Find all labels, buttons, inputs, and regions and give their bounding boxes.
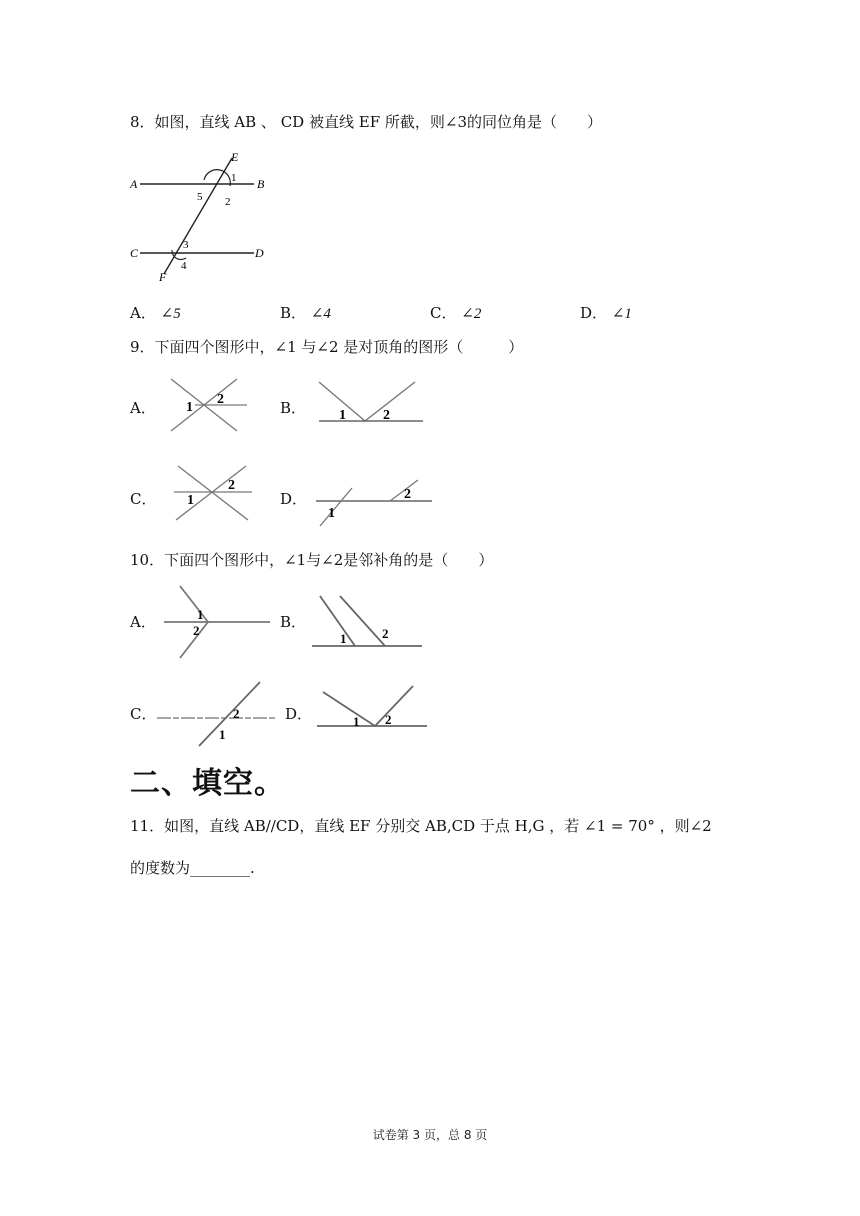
fig9a-angle-1: 1 [186, 400, 193, 415]
q9-option-a-label[interactable]: A． [130, 399, 156, 417]
fig9a-angle-2: 2 [217, 392, 224, 407]
q8-option-a[interactable]: A． ∠5 [130, 304, 181, 322]
q10-option-d-label[interactable]: D． [285, 705, 313, 723]
section-heading: 二、填空。 [130, 766, 285, 801]
q10-figure-c [155, 678, 280, 750]
fig8-label-c: C [130, 246, 139, 260]
fig9b-angle-2: 2 [383, 408, 390, 423]
q10-option-b-label[interactable]: B． [280, 613, 307, 631]
fig8-label-a: A [130, 177, 138, 191]
fig8-angle-4: 4 [181, 260, 187, 272]
q8-option-b[interactable]: B． ∠4 [280, 304, 331, 322]
fig8-label-e: E [231, 150, 239, 164]
q8-option-c[interactable]: C． ∠2 [430, 304, 482, 322]
q8-stem: 8．如图，直线 AB 、 CD 被直线 EF 所截，则∠3的同位角是（ ） [130, 113, 602, 131]
q9-figure-d [312, 474, 437, 530]
q11-stem-line2: 的度数为________. [130, 859, 255, 877]
fig10d-angle-1: 1 [353, 714, 360, 729]
fig10c-angle-1: 1 [219, 727, 226, 742]
q10-figure-d [315, 682, 430, 742]
fig9c-angle-2: 2 [228, 478, 235, 493]
fig10d-angle-2: 2 [385, 712, 392, 727]
fig8-angle-1: 1 [231, 172, 237, 184]
fig8-angle-5: 5 [197, 191, 203, 203]
fig9d-angle-2: 2 [404, 487, 411, 502]
q11-stem-line1: 11．如图，直线 AB//CD，直线 EF 分别交 AB,CD 于点 H,G ，若 ∠1 = 70° ，则∠2 [130, 817, 712, 835]
fig8-angle-2: 2 [225, 196, 231, 208]
fig9d-angle-1: 1 [328, 506, 335, 521]
fig10b-angle-2: 2 [382, 626, 389, 641]
q9-option-c-label[interactable]: C． [130, 490, 157, 508]
q9-figure-b [315, 378, 430, 428]
q9-figure-c [168, 462, 258, 524]
q9-option-d-label[interactable]: D． [280, 490, 308, 508]
q9-option-b-label[interactable]: B． [280, 399, 307, 417]
fig10c-angle-2: 2 [233, 706, 240, 721]
q10-figure-b [310, 592, 425, 652]
fig9c-angle-1: 1 [187, 493, 194, 508]
q10-figure-a [160, 582, 275, 662]
q10-stem: 10．下面四个图形中，∠1与∠2是邻补角的是（ ） [130, 551, 494, 569]
fig10b-angle-1: 1 [340, 631, 347, 646]
fig10a-angle-1: 1 [197, 607, 204, 622]
q8-figure [128, 148, 278, 288]
fig9b-angle-1: 1 [339, 408, 346, 423]
fig8-angle-3: 3 [183, 239, 189, 251]
fig8-label-b: B [257, 177, 265, 191]
q9-figure-a [165, 375, 255, 435]
fig8-label-d: D [255, 246, 264, 260]
page-footer: 试卷第 3 页，总 8 页 [372, 1128, 488, 1142]
q9-stem: 9．下面四个图形中，∠1 与∠2 是对顶角的图形（ ） [130, 338, 524, 356]
q10-option-a-label[interactable]: A． [130, 613, 156, 631]
q10-option-c-label[interactable]: C． [130, 705, 157, 723]
fig8-label-f: F [159, 270, 167, 284]
fig10a-angle-2: 2 [193, 623, 200, 638]
q8-option-d[interactable]: D． ∠1 [580, 304, 632, 322]
